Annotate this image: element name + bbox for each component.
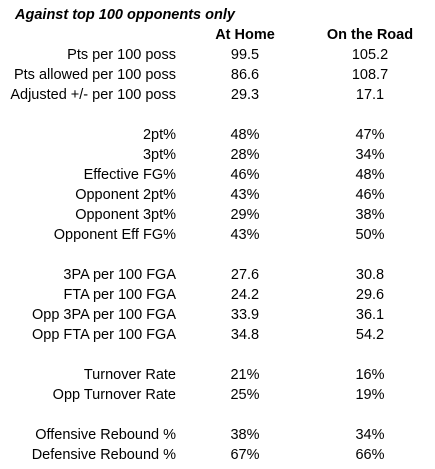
stat-road-value: 38% <box>355 207 385 223</box>
stat-row <box>0 305 435 325</box>
stat-row <box>0 205 435 225</box>
column-header-home: At Home <box>215 27 275 43</box>
stat-home-value: 33.9 <box>230 307 260 323</box>
stat-road-value: 29.6 <box>355 287 385 303</box>
stat-road-value: 34% <box>355 427 385 443</box>
stat-label: Opp 3PA per 100 FGA <box>31 307 176 323</box>
stat-row <box>0 185 435 205</box>
stat-home-value: 29% <box>230 207 260 223</box>
stat-label: Opponent Eff FG% <box>53 227 176 243</box>
stat-row <box>0 285 435 305</box>
stat-label: Opp Turnover Rate <box>52 387 176 403</box>
stat-road-value: 46% <box>355 187 385 203</box>
stat-row <box>0 385 435 405</box>
stat-home-value: 48% <box>230 127 260 143</box>
stat-road-value: 30.8 <box>355 267 385 283</box>
stat-road-value: 34% <box>355 147 385 163</box>
sheet-title: Against top 100 opponents only <box>15 7 235 23</box>
stat-home-value: 25% <box>230 387 260 403</box>
stat-home-value: 99.5 <box>230 47 260 63</box>
stat-label: Adjusted +/- per 100 poss <box>10 87 176 103</box>
stat-home-value: 43% <box>230 227 260 243</box>
stat-label: Defensive Rebound % <box>31 447 176 463</box>
stat-road-value: 50% <box>355 227 385 243</box>
stat-home-value: 27.6 <box>230 267 260 283</box>
stat-label: Turnover Rate <box>83 367 176 383</box>
stat-road-value: 108.7 <box>351 67 389 83</box>
stat-road-value: 36.1 <box>355 307 385 323</box>
stat-road-value: 105.2 <box>351 47 389 63</box>
stat-label: FTA per 100 FGA <box>63 287 176 303</box>
stat-home-value: 28% <box>230 147 260 163</box>
stat-road-value: 54.2 <box>355 327 385 343</box>
stat-label: 3PA per 100 FGA <box>63 267 176 283</box>
stat-home-value: 21% <box>230 367 260 383</box>
stat-row <box>0 85 435 105</box>
stat-label: Opponent 3pt% <box>75 207 176 223</box>
stat-label: Pts per 100 poss <box>67 47 176 63</box>
stat-row <box>0 225 435 245</box>
stat-label: Effective FG% <box>83 167 176 183</box>
stat-label: Opp FTA per 100 FGA <box>32 327 176 343</box>
stat-road-value: 66% <box>355 447 385 463</box>
stat-row <box>0 165 435 185</box>
stat-label: Opponent 2pt% <box>75 187 176 203</box>
column-header-road: On the Road <box>326 27 414 43</box>
stat-row <box>0 265 435 285</box>
stat-road-value: 17.1 <box>355 87 385 103</box>
stat-home-value: 29.3 <box>230 87 260 103</box>
stat-home-value: 86.6 <box>230 67 260 83</box>
stat-row <box>0 65 435 85</box>
stat-label: Offensive Rebound % <box>35 427 176 443</box>
stat-home-value: 46% <box>230 167 260 183</box>
stat-home-value: 34.8 <box>230 327 260 343</box>
stat-row <box>0 145 435 165</box>
stat-road-value: 19% <box>355 387 385 403</box>
stat-row <box>0 325 435 345</box>
stat-label: 2pt% <box>142 127 176 143</box>
stat-row <box>0 425 435 445</box>
stat-row <box>0 45 435 65</box>
stat-row <box>0 125 435 145</box>
stat-home-value: 24.2 <box>230 287 260 303</box>
stat-home-value: 43% <box>230 187 260 203</box>
stat-road-value: 47% <box>355 127 385 143</box>
stat-road-value: 48% <box>355 167 385 183</box>
stat-label: 3pt% <box>142 147 176 163</box>
stat-row <box>0 445 435 465</box>
stat-road-value: 16% <box>355 367 385 383</box>
stat-label: Pts allowed per 100 poss <box>13 67 176 83</box>
stat-home-value: 67% <box>230 447 260 463</box>
stat-row <box>0 365 435 385</box>
stat-home-value: 38% <box>230 427 260 443</box>
